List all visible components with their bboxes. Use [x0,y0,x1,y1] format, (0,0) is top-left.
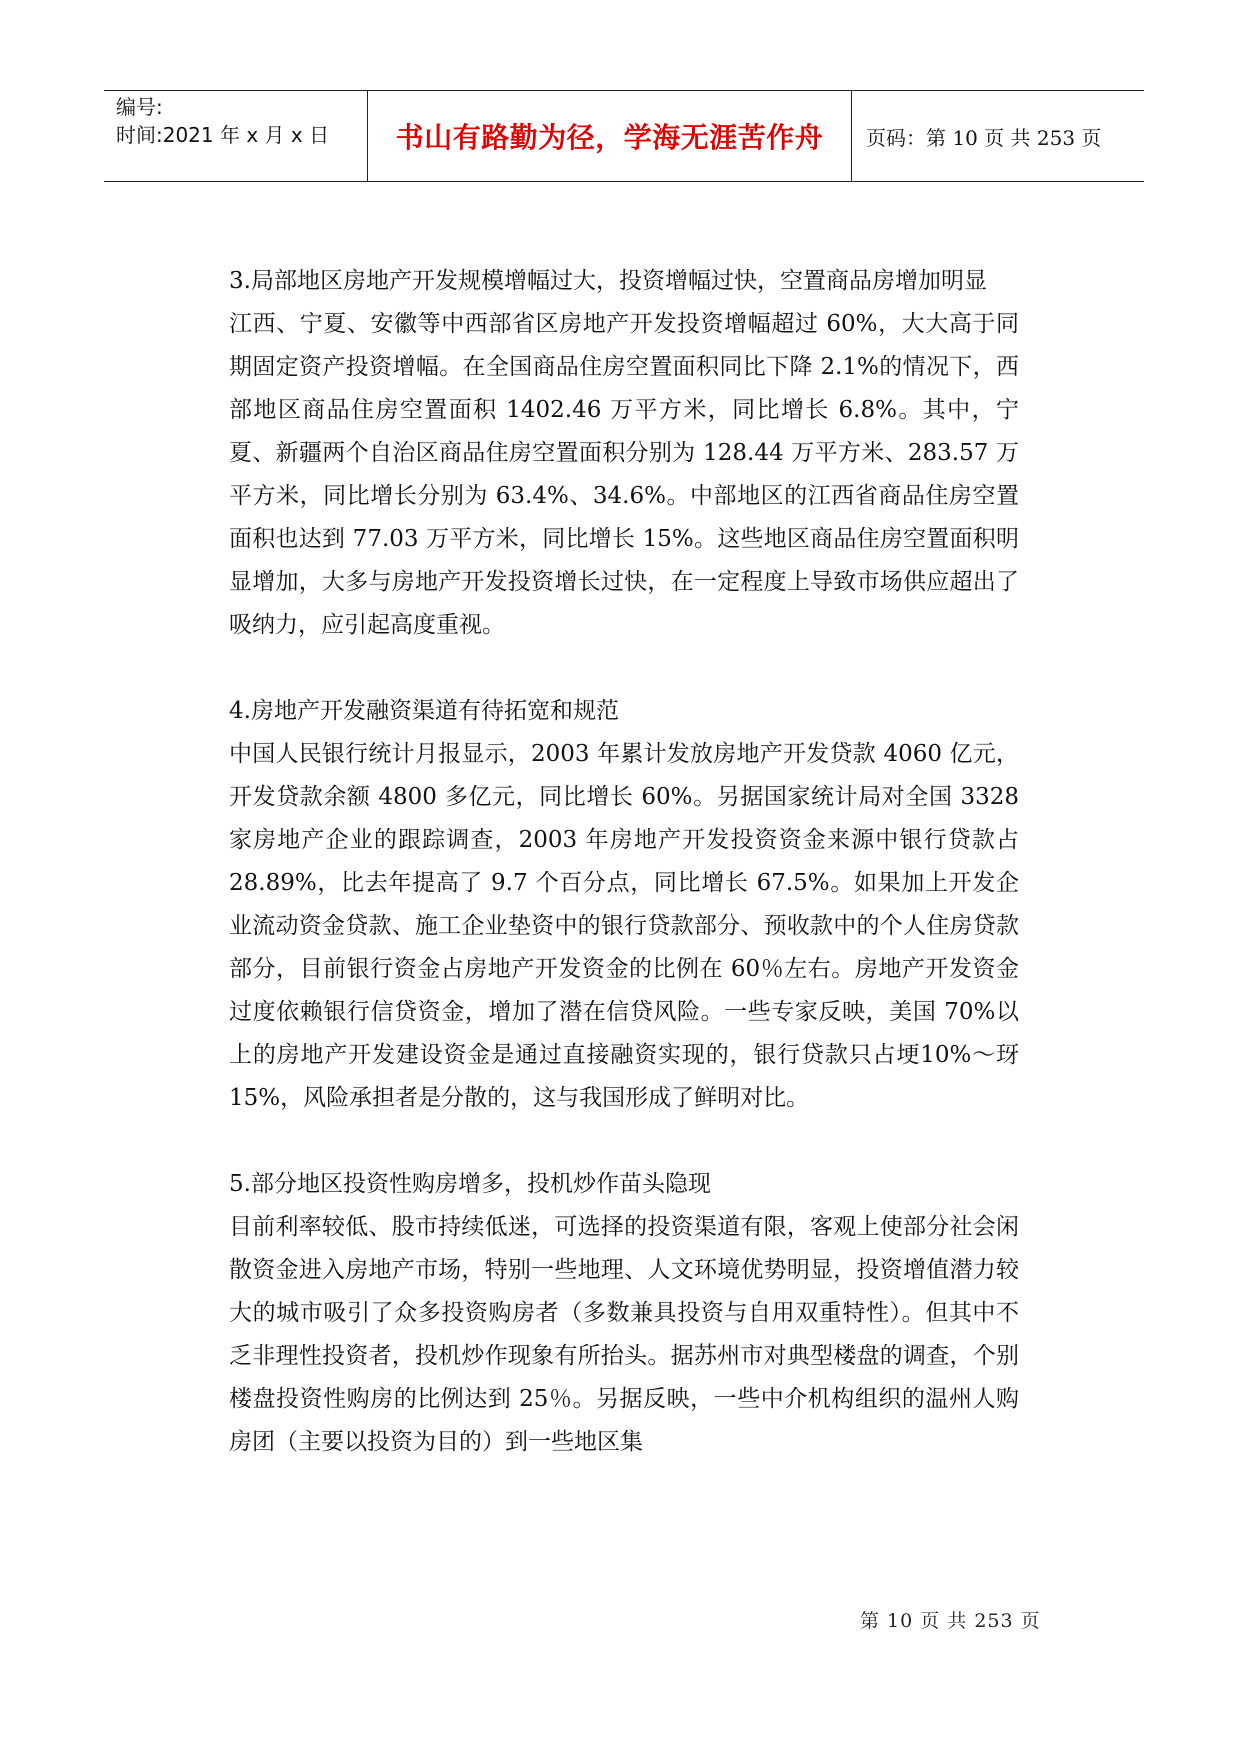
document-header [104,90,1144,182]
section-heading: 5.部分地区投资性购房增多，投机炒作苗头隐现 [229,1171,711,1197]
section-3 [229,260,1019,647]
page-footer: 第 10 页 共 253 页 [860,1610,1041,1632]
header-motto: 书山有路勤为径，学海无涯苦作舟 [368,91,852,181]
section-heading: 3.局部地区房地产开发规模增幅过大，投资增幅过快，空置商品房增加明显 [229,268,987,294]
document-number-label: 编号: [116,95,163,119]
section-paragraph: 中国人民银行统计月报显示，2003 年累计发放房地产开发贷款 4060 亿元，开发贷款余额 4800 多亿元，同比增长 60%。另据国家统计局对全国 3328 家房地产企业的跟踪调查，2003 年房地产开发投资资金来源中银行贷款占 28.89%，比去年提高了 9.7 个百分点，同比增长 67.5%。如果加上开发企业流动资金贷款、施工企业垫资中的银行贷款部分、预收款中的个人住房贷款部分，目前银行资金占房地产开发资金的比例在 60％左右。房地产开发资金过度依赖银行信贷资金，增加了潜在信贷风险。一些专家反映，美国 70%以上的房地产开发建设资金是通过直接融资实现的，银行贷款只占埂10%～玡15%，风险承担者是分散的，这与我国形成了鲜明对比。 [229,741,1019,1111]
header-page-code: 页码：第 10 页 共 253 页 [866,125,1102,150]
header-meta [104,91,368,181]
document-body [229,260,1019,1507]
section-paragraph: 江西、宁夏、安徽等中西部省区房地产开发投资增幅超过 60%，大大高于同期固定资产投资增幅。在全国商品住房空置面积同比下降 2.1%的情况下，西部地区商品住房空置面积 1402.46 万平方米，同比增长 6.8%。其中，宁夏、新疆两个自治区商品住房空置面积分别为 128.44 万平方米、283.57 万平方米，同比增长分别为 63.4%、34.6%。中部地区的江西省商品住房空置面积也达到 77.03 万平方米，同比增长 15%。这些地区商品住房空置面积明显增加，大多与房地产开发投资增长过快，在一定程度上导致市场供应超出了吸纳力，应引起高度重视。 [229,311,1019,638]
section-5 [229,1163,1019,1464]
section-paragraph: 目前利率较低、股市持续低迷，可选择的投资渠道有限，客观上使部分社会闲散资金进入房地产市场，特别一些地理、人文环境优势明显，投资增值潜力较大的城市吸引了众多投资购房者（多数兼具投资与自用双重特性）。但其中不乏非理性投资者，投机炒作现象有所抬头。据苏州市对典型楼盘的调查，个别楼盘投资性购房的比例达到 25％。另据反映，一些中介机构组织的温州人购房团（主要以投资为目的）到一些地区集 [229,1214,1019,1455]
section-4 [229,690,1019,1120]
section-heading: 4.房地产开发融资渠道有待拓宽和规范 [229,698,619,724]
document-time-label: 时间:2021 年 x 月 x 日 [116,123,330,147]
